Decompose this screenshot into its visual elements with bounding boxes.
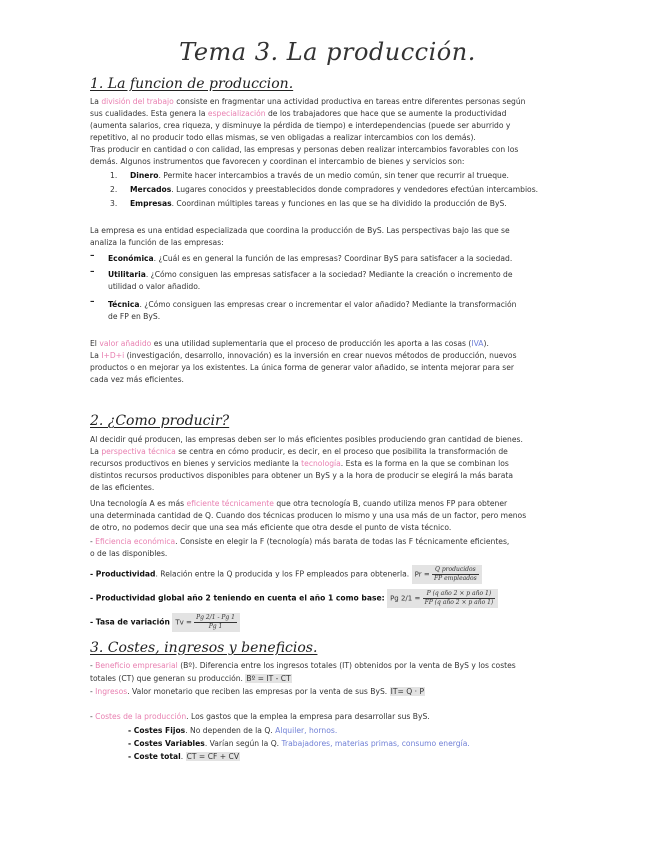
variation-rate-formula: Tv = $\frac{Pg 2/1 - Pg 1}{Pg 1}$	[172, 613, 240, 632]
paragraph-line: distintos recursos productivos disponibles para obtener un ByS y a la hora de producir se elegirá la más barata	[90, 471, 514, 480]
paragraph-line: demás. Algunos instrumentos que favorecen y coordinan el intercambio de bienes y servicios son:	[90, 157, 465, 166]
paragraph-line: Al decidir qué producen, las empresas deben ser lo más eficientes posibles produciendo gran cantidad de bienes.	[90, 435, 523, 444]
perspective-item: Utilitaria. ¿Cómo consiguen las empresas satisfacer a la sociedad? Mediante la creación o incremento de	[108, 270, 513, 279]
paragraph-line: de las eficientes.	[90, 483, 155, 492]
paragraph-line: El valor añadido es una utilidad suplementaria que el proceso de producción les aporta a las cosas (IVA).	[90, 339, 489, 348]
paragraph-line: La división del trabajo consiste en fragmentar una actividad productiva en tareas entre diferentes personas según	[90, 97, 526, 106]
section-2-heading: 2. ¿Como producir?	[90, 413, 230, 429]
paragraph-line: repetitivo, al no producir todo ellas mismas, se ven obligadas a realizar intercambios con los demás).	[90, 133, 476, 142]
productivity-formula: Pr = $\frac{\text{Q producidos}}{\text{FP empleados}}$	[412, 565, 482, 584]
paragraph-line: La empresa es una entidad especializada que coordina la producción de ByS. Las perspectivas bajo las que se	[90, 226, 510, 235]
paragraph-line: Tras producir en cantidad o con calidad, las empresas y personas deben realizar intercambios favorables con los	[90, 145, 519, 154]
paragraph-line: - Beneficio empresarial (Bº). Diferencia entre los ingresos totales (IT) obtenidos por la venta de ByS y los costes	[90, 661, 516, 670]
paragraph-line: totales (CT) que generan su producción. Bº = IT - CT	[90, 674, 291, 683]
dash-bullet: –	[90, 267, 95, 277]
paragraph-line: La I+D+i (investigación, desarrollo, innovación) es la inversión en crear nuevos métodos de producción, nuevos	[90, 351, 517, 360]
perspective-item-cont: de FP en ByS.	[108, 312, 161, 321]
paragraph-line: productos o en mejorar ya los existentes. La única forma de generar valor añadido, se intenta mejorar para ser	[90, 363, 515, 372]
paragraph-line: - Costes de la producción. Los gastos que la emplea la empresa para desarrollar sus ByS.	[90, 712, 430, 721]
paragraph-line: cada vez más eficientes.	[90, 375, 184, 384]
perspective-item: Técnica. ¿Cómo consiguen las empresas crear o incrementar el valor añadido? Mediante la transformación	[108, 300, 517, 309]
global-productivity-formula: Pg 2/1 = $\frac{\text{P (q año 2 × p año 1)}}{\text{FP (q año 2 × p año 1)}}$	[387, 589, 498, 608]
paragraph-line: recursos productivos en bienes y servicios mediante la tecnología. Esta es la forma en la que se combinan los	[90, 459, 509, 468]
page-title: Tema 3. La producción.	[179, 38, 476, 66]
section-3-heading: 3. Costes, ingresos y beneficios.	[90, 640, 318, 656]
paragraph-line: o de las disponibles.	[90, 549, 168, 558]
paragraph-line: sus cualidades. Esta genera la especialización de los trabajadores que hace que se aumente la productividad	[90, 109, 507, 118]
paragraph-line: Una tecnología A es más eficiente técnicamente que otra tecnología B, cuando utiliza menos FP para obtener	[90, 499, 508, 508]
paragraph-line: (aumenta salarios, crea riqueza, y disminuye la pérdida de tiempo) e interdependencias (puede ser aburrido y	[90, 121, 511, 130]
cost-item: - Costes Variables. Varían según la Q. Trabajadores, materias primas, consumo energía.	[128, 739, 470, 748]
dash-bullet: –	[90, 251, 95, 261]
global-productivity-definition: - Productividad global año 2 teniendo en cuenta el año 1 como base: Pg 2/1 = $\frac{\text{P (q año 2 × p año 1)}}{\text{FP (q año 2 × p año 1)}}$	[90, 589, 498, 608]
perspective-item: Económica. ¿Cuál es en general la función de las empresas? Coordinar ByS para satisfacer a la sociedad.	[108, 254, 513, 263]
list-item: 1. Dinero. Permite hacer intercambios a través de un medio común, sin tener que recurrir al trueque.	[110, 171, 509, 180]
dash-bullet: –	[90, 297, 95, 307]
section-1-heading: 1. La funcion de produccion.	[90, 76, 294, 92]
paragraph-line: de otro, no podemos decir que una sea más eficiente que otra desde el punto de vista técnico.	[90, 523, 452, 532]
paragraph-line: - Eficiencia económica. Consiste en elegir la F (tecnología) más barata de todas las F técnicamente eficientes,	[90, 537, 510, 546]
list-item: 2. Mercados. Lugares conocidos y preestablecidos donde compradores y vendedores efectúan intercambios.	[110, 185, 539, 194]
paragraph-line: - Ingresos. Valor monetario que reciben las empresas por la venta de sus ByS. IT= Q · P	[90, 687, 425, 696]
paragraph-line: analiza la función de las empresas:	[90, 238, 224, 247]
productivity-definition: - Productividad. Relación entre la Q producida y los FP empleados para obtenerla. Pr = $\frac{\text{Q producidos}}{\text{FP empleados}}$	[90, 565, 482, 584]
cost-item: - Costes Fijos. No dependen de la Q. Alquiler, hornos.	[128, 726, 338, 735]
perspective-item-cont: utilidad o valor añadido.	[108, 282, 201, 291]
paragraph-line: La perspectiva técnica se centra en cómo producir, es decir, en el proceso que posibilita la transformación de	[90, 447, 508, 456]
paragraph-line: una determinada cantidad de Q. Cuando dos técnicas producen lo mismo y una usa más de un factor, pero menos	[90, 511, 527, 520]
variation-rate-definition: - Tasa de variación Tv = $\frac{Pg 2/1 - Pg 1}{Pg 1}$	[90, 613, 240, 632]
list-item: 3. Empresas. Coordinan múltiples tareas y funciones en las que se ha dividido la producción de ByS.	[110, 199, 507, 208]
cost-item: - Coste total. CT = CF + CV	[128, 752, 240, 761]
